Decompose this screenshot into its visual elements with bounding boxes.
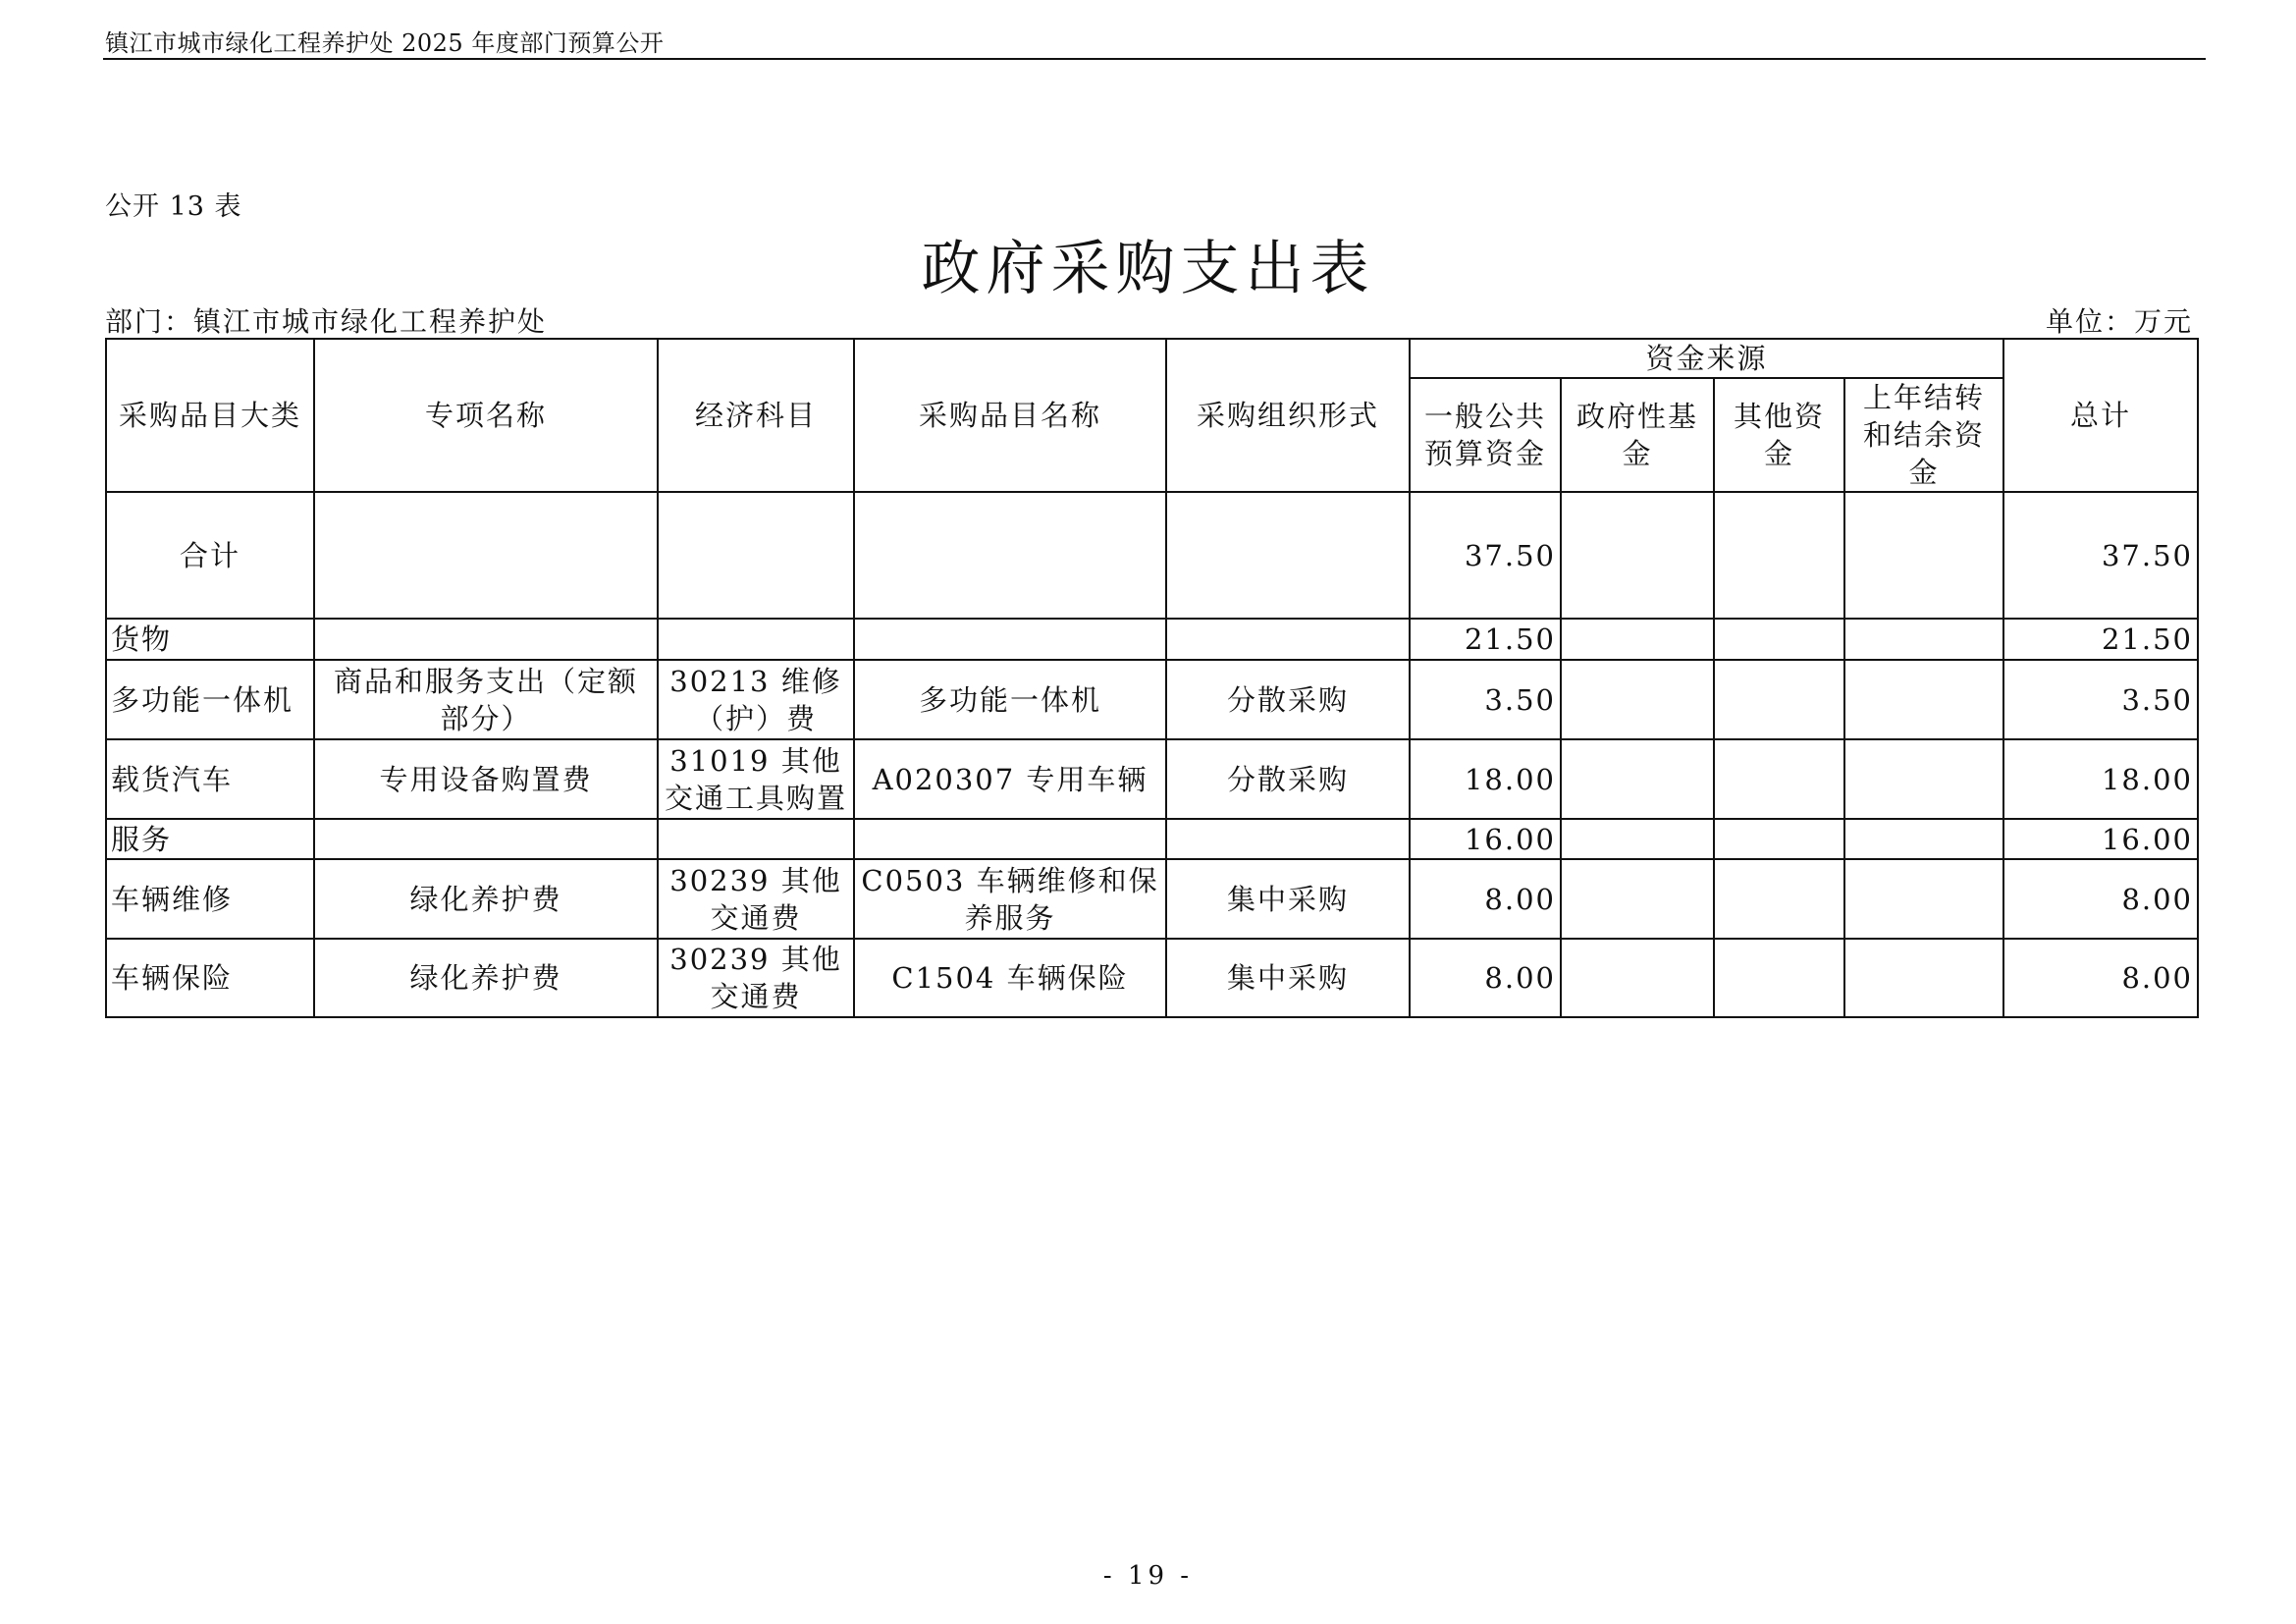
empty-cell: [1561, 739, 1714, 819]
repair-category: 车辆维修: [106, 859, 314, 939]
header-gov-fund: 政府性基金: [1561, 378, 1714, 492]
header-carryover: 上年结转和结余资金: [1844, 378, 2003, 492]
header-total: 总计: [2003, 339, 2198, 492]
truck-item-name: A020307 专用车辆: [854, 739, 1166, 819]
header-economic-subject: 经济科目: [658, 339, 854, 492]
total-total: 37.50: [2003, 492, 2198, 619]
services-total: 16.00: [2003, 819, 2198, 859]
empty-cell: [1844, 819, 2003, 859]
header-fund-source: 资金来源: [1410, 339, 2003, 378]
empty-cell: [314, 619, 658, 660]
procurement-table: [105, 338, 2199, 1018]
table-row-goods: [106, 619, 2198, 660]
header-row: [106, 339, 2198, 378]
repair-procurement-form: 集中采购: [1166, 859, 1410, 939]
insurance-category: 车辆保险: [106, 939, 314, 1017]
mfp-item-name: 多功能一体机: [854, 660, 1166, 739]
empty-cell: [854, 619, 1166, 660]
mfp-procurement-form: 分散采购: [1166, 660, 1410, 739]
empty-cell: [1844, 619, 2003, 660]
header-procurement-form: 采购组织形式: [1166, 339, 1410, 492]
total-label: 合计: [106, 492, 314, 619]
repair-general-budget: 8.00: [1410, 859, 1561, 939]
empty-cell: [1714, 619, 1844, 660]
services-label: 服务: [106, 819, 314, 859]
insurance-procurement-form: 集中采购: [1166, 939, 1410, 1017]
empty-cell: [1844, 859, 2003, 939]
mfp-total: 3.50: [2003, 660, 2198, 739]
table-row-mfp: [106, 660, 2198, 739]
table-number: 公开 13 表: [105, 191, 242, 222]
total-general-budget: 37.50: [1410, 492, 1561, 619]
goods-label: 货物: [106, 619, 314, 660]
truck-procurement-form: 分散采购: [1166, 739, 1410, 819]
mfp-economic-subject: 30213 维修（护）费: [658, 660, 854, 739]
header-general-budget: 一般公共预算资金: [1410, 378, 1561, 492]
empty-cell: [1844, 939, 2003, 1017]
insurance-item-name: C1504 车辆保险: [854, 939, 1166, 1017]
department-label: 部门：镇江市城市绿化工程养护处: [105, 305, 548, 338]
empty-cell: [658, 819, 854, 859]
empty-cell: [1844, 739, 2003, 819]
empty-cell: [1714, 859, 1844, 939]
services-general-budget: 16.00: [1410, 819, 1561, 859]
empty-cell: [1166, 619, 1410, 660]
empty-cell: [1844, 660, 2003, 739]
insurance-general-budget: 8.00: [1410, 939, 1561, 1017]
empty-cell: [1561, 619, 1714, 660]
insurance-project-name: 绿化养护费: [314, 939, 658, 1017]
empty-cell: [854, 492, 1166, 619]
empty-cell: [1844, 492, 2003, 619]
header-project-name: 专项名称: [314, 339, 658, 492]
header-item-name: 采购品目名称: [854, 339, 1166, 492]
empty-cell: [1714, 739, 1844, 819]
empty-cell: [854, 819, 1166, 859]
table-row-insurance: [106, 939, 2198, 1017]
header-other-fund: 其他资金: [1714, 378, 1844, 492]
running-header: 镇江市城市绿化工程养护处 2025 年度部门预算公开: [105, 29, 665, 57]
insurance-total: 8.00: [2003, 939, 2198, 1017]
page-title: 政府采购支出表: [921, 235, 1375, 303]
empty-cell: [1561, 859, 1714, 939]
empty-cell: [1714, 939, 1844, 1017]
truck-category: 载货汽车: [106, 739, 314, 819]
header-category: 采购品目大类: [106, 339, 314, 492]
table-row-truck: [106, 739, 2198, 819]
goods-total: 21.50: [2003, 619, 2198, 660]
empty-cell: [1166, 819, 1410, 859]
table-row-repair: [106, 859, 2198, 939]
empty-cell: [1714, 492, 1844, 619]
truck-project-name: 专用设备购置费: [314, 739, 658, 819]
empty-cell: [314, 492, 658, 619]
repair-total: 8.00: [2003, 859, 2198, 939]
goods-general-budget: 21.50: [1410, 619, 1561, 660]
mfp-project-name: 商品和服务支出（定额部分）: [314, 660, 658, 739]
empty-cell: [1561, 492, 1714, 619]
page-number: - 19 -: [1102, 1561, 1194, 1591]
header-rule: [103, 58, 2206, 60]
empty-cell: [1714, 819, 1844, 859]
empty-cell: [1166, 492, 1410, 619]
table-row-total: [106, 492, 2198, 619]
empty-cell: [1561, 819, 1714, 859]
truck-general-budget: 18.00: [1410, 739, 1561, 819]
table-row-services: [106, 819, 2198, 859]
repair-project-name: 绿化养护费: [314, 859, 658, 939]
truck-total: 18.00: [2003, 739, 2198, 819]
empty-cell: [1714, 660, 1844, 739]
empty-cell: [658, 492, 854, 619]
repair-item-name: C0503 车辆维修和保养服务: [854, 859, 1166, 939]
empty-cell: [314, 819, 658, 859]
mfp-category: 多功能一体机: [106, 660, 314, 739]
insurance-economic-subject: 30239 其他交通费: [658, 939, 854, 1017]
empty-cell: [1561, 660, 1714, 739]
empty-cell: [658, 619, 854, 660]
unit-label: 单位：万元: [2045, 305, 2193, 338]
repair-economic-subject: 30239 其他交通费: [658, 859, 854, 939]
truck-economic-subject: 31019 其他交通工具购置: [658, 739, 854, 819]
mfp-general-budget: 3.50: [1410, 660, 1561, 739]
empty-cell: [1561, 939, 1714, 1017]
